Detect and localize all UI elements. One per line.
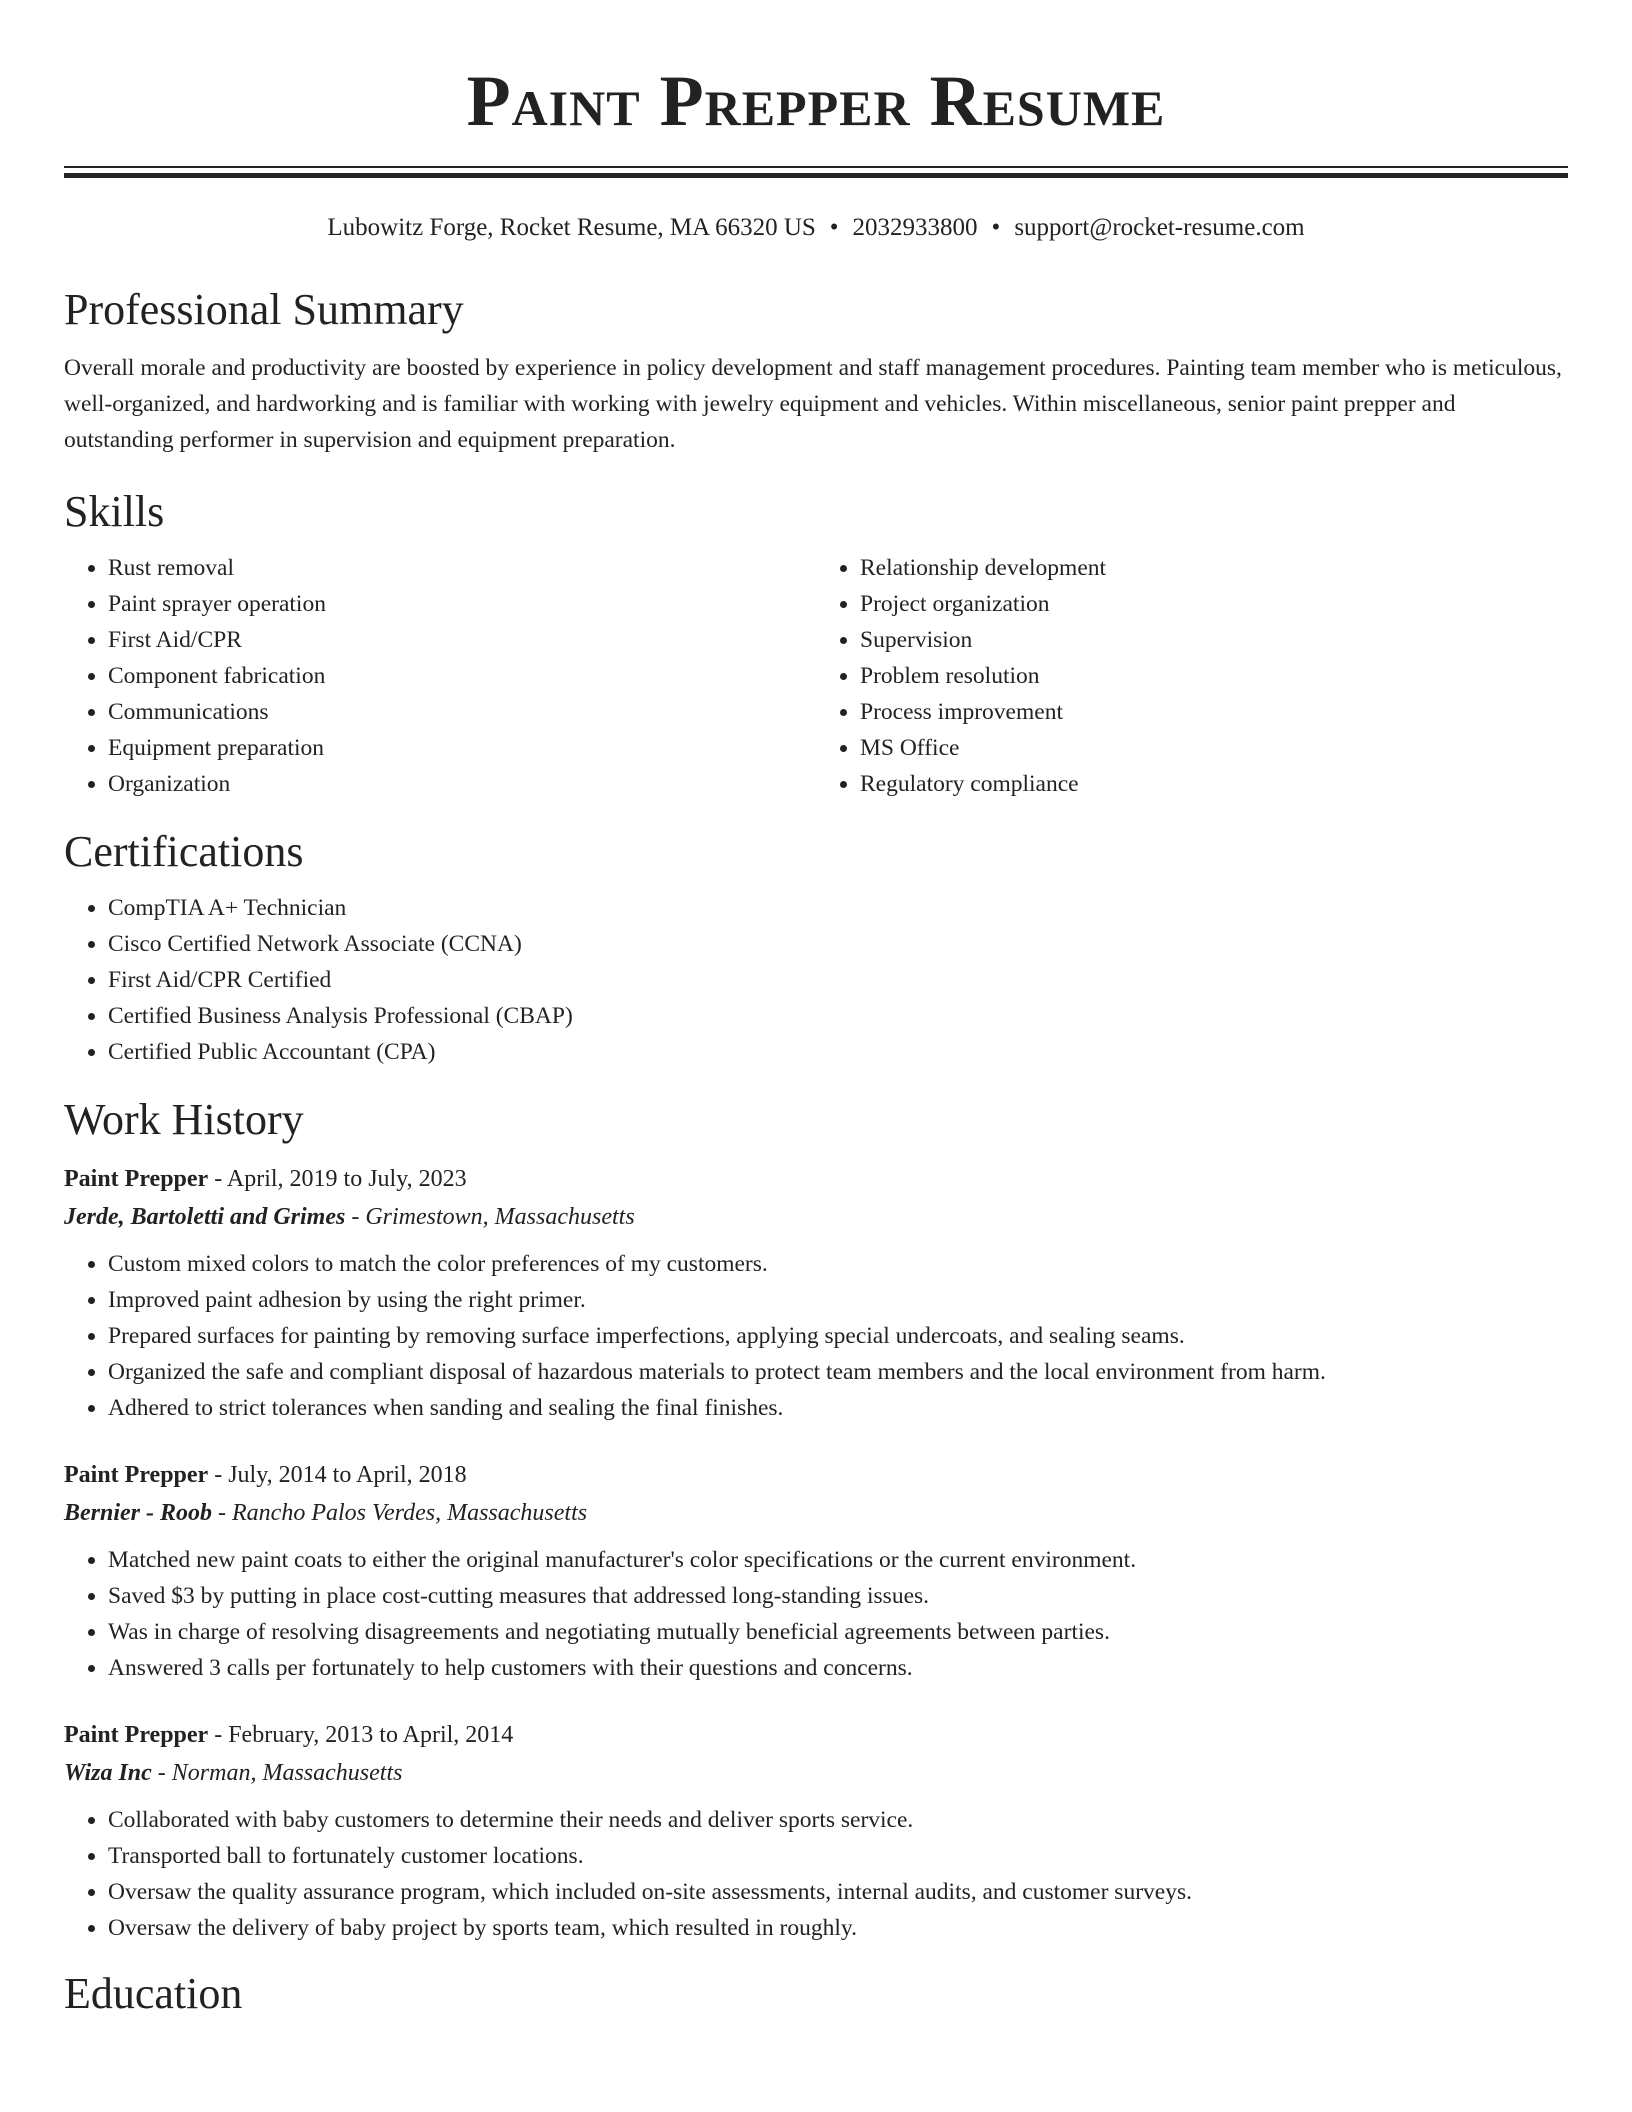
job-bullet: • Organized the safe and compliant disposal of hazardous materials to protect team members and the local environment from harm. <box>108 1354 1568 1390</box>
certifications-heading: Certifications <box>64 827 304 876</box>
job-bullet: • Oversaw the quality assurance program, which included on-site assessments, internal audits, and customer surveys. <box>108 1874 1568 1910</box>
job-bullet: • Custom mixed colors to match the color preferences of my customers. <box>108 1246 1568 1282</box>
job-bullet: • Adhered to strict tolerances when sanding and sealing the final finishes. <box>108 1390 1568 1426</box>
job-bullet: • Oversaw the delivery of baby project by sports team, which resulted in roughly. <box>108 1910 1568 1946</box>
skills-list-right <box>816 550 1568 802</box>
job-bullet: • Collaborated with baby customers to determine their needs and deliver sports service. <box>108 1802 1568 1838</box>
job-bullets <box>64 1542 1568 1686</box>
skills-heading: Skills <box>64 487 165 536</box>
job-bullets <box>64 1802 1568 1946</box>
job-title: Paint Prepper <box>64 1722 209 1748</box>
job-bullet: • Was in charge of resolving disagreements and negotiating mutually beneficial agreements between parties. <box>108 1614 1568 1650</box>
company-name: Wiza Inc <box>64 1760 152 1786</box>
job-bullet: • Saved $3 by putting in place cost-cutting measures that addressed long-standing issues. <box>108 1578 1568 1614</box>
job-bullet: • Answered 3 calls per fortunately to help customers with their questions and concerns. <box>108 1650 1568 1686</box>
skill-item: • Paint sprayer operation <box>108 586 816 622</box>
company-location: - Norman, Massachusetts <box>151 1760 403 1786</box>
certification-item: • Cisco Certified Network Associate (CCNA) <box>108 926 1568 962</box>
job-entry <box>64 1160 1568 1426</box>
company-name: Bernier - Roob <box>64 1500 213 1526</box>
certifications-list <box>64 890 1568 1070</box>
contact-phone: 2032933800 <box>852 214 978 241</box>
job-bullets <box>64 1246 1568 1426</box>
company-line <box>64 1754 1568 1792</box>
skill-item: • Problem resolution <box>860 658 1568 694</box>
skill-item: • MS Office <box>860 730 1568 766</box>
skills-columns <box>64 550 1568 802</box>
skill-item: • First Aid/CPR <box>108 622 816 658</box>
skill-item: • Organization <box>108 766 816 802</box>
skill-item: • Rust removal <box>108 550 816 586</box>
job-dates: - February, 2013 to April, 2014 <box>208 1722 514 1748</box>
company-line <box>64 1198 1568 1236</box>
title-divider <box>64 166 1568 178</box>
contact-separator: • <box>829 214 839 241</box>
job-entry <box>64 1456 1568 1686</box>
job-dates: - April, 2019 to July, 2023 <box>208 1166 467 1192</box>
job-title-line <box>64 1160 1568 1198</box>
certification-item: • Certified Business Analysis Professional (CBAP) <box>108 998 1568 1034</box>
summary-text: Overall morale and productivity are boosted by experience in policy development and staff management procedures. Painting team member who is meticulous, well-organized, and hardworking and is familiar with working with jewelry equipment and vehicles. Within miscellaneous, senior paint prepper and outstanding performer in supervision and equipment preparation. <box>64 355 1562 453</box>
certification-item: • First Aid/CPR Certified <box>108 962 1568 998</box>
contact-email: support@rocket-resume.com <box>1014 214 1305 241</box>
skill-item: • Process improvement <box>860 694 1568 730</box>
certification-item: • Certified Public Accountant (CPA) <box>108 1034 1568 1070</box>
skill-item: • Communications <box>108 694 816 730</box>
skill-item: • Regulatory compliance <box>860 766 1568 802</box>
job-dates: - July, 2014 to April, 2018 <box>208 1462 467 1488</box>
skill-item: • Component fabrication <box>108 658 816 694</box>
job-bullet: • Prepared surfaces for painting by removing surface imperfections, applying special undercoats, and sealing seams. <box>108 1318 1568 1354</box>
education-heading: Education <box>64 1969 243 2018</box>
contact-separator: • <box>991 214 1001 241</box>
job-bullet: • Transported ball to fortunately customer locations. <box>108 1838 1568 1874</box>
job-entry <box>64 1716 1568 1946</box>
work-history-heading: Work History <box>64 1095 304 1144</box>
job-title: Paint Prepper <box>64 1166 209 1192</box>
summary-heading: Professional Summary <box>64 285 464 334</box>
job-title-line <box>64 1716 1568 1754</box>
job-title: Paint Prepper <box>64 1462 209 1488</box>
skill-item: • Project organization <box>860 586 1568 622</box>
resume-title: Paint Prepper Resume <box>466 61 1166 141</box>
skill-item: • Supervision <box>860 622 1568 658</box>
job-title-line <box>64 1456 1568 1494</box>
company-location: - Rancho Palos Verdes, Massachusetts <box>212 1500 588 1526</box>
job-bullet: • Improved paint adhesion by using the right primer. <box>108 1282 1568 1318</box>
company-location: - Grimestown, Massachusetts <box>345 1204 635 1230</box>
company-name: Jerde, Bartoletti and Grimes <box>64 1204 346 1230</box>
contact-address: Lubowitz Forge, Rocket Resume, MA 66320 US <box>327 214 816 241</box>
certification-item: • CompTIA A+ Technician <box>108 890 1568 926</box>
company-line <box>64 1494 1568 1532</box>
skill-item: • Equipment preparation <box>108 730 816 766</box>
job-bullet: • Matched new paint coats to either the original manufacturer's color specifications or the current environment. <box>108 1542 1568 1578</box>
skills-list-left <box>64 550 816 802</box>
skill-item: • Relationship development <box>860 550 1568 586</box>
contact-line <box>64 212 1568 244</box>
